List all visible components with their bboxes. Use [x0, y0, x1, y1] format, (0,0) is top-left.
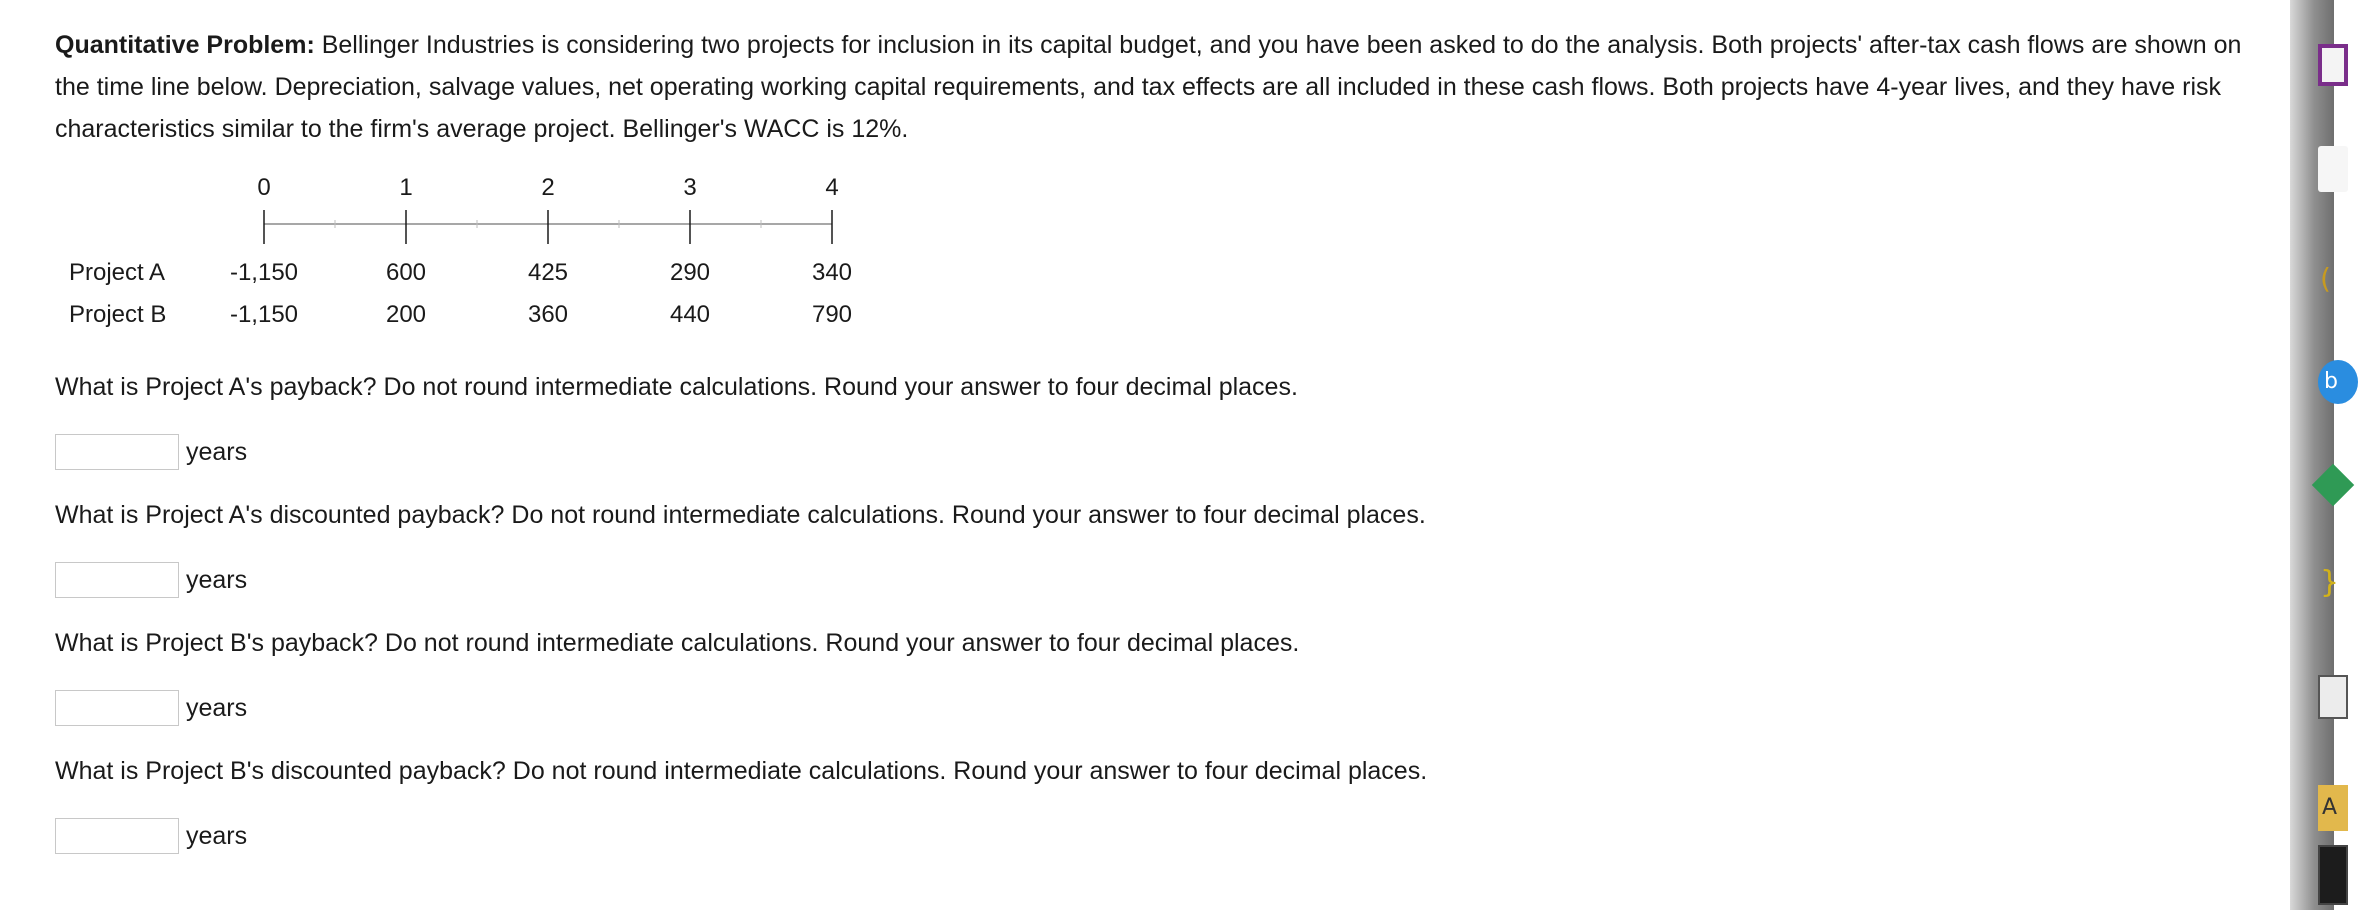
desktop-dock-strip [2290, 0, 2340, 910]
timeline-period-3: 3 [683, 174, 697, 201]
gold-app-icon[interactable]: A [2318, 785, 2348, 831]
timeline-period-0: 0 [257, 174, 271, 201]
answer-b-discounted-payback [55, 818, 247, 854]
parenthesis-app-icon[interactable]: ( [2320, 262, 2331, 295]
green-diamond-app-icon[interactable] [2312, 464, 2354, 506]
answer-unit: years [186, 694, 248, 722]
project-a-cf-0: -1,150 [229, 259, 299, 286]
project-b-label: Project B [69, 301, 167, 328]
project-a-cf-1: 600 [385, 259, 427, 286]
yellow-app-icon[interactable]: } [2320, 565, 2340, 600]
timeline-period-2: 2 [541, 174, 555, 201]
question-a-payback: What is Project A's payback? Do not round intermediate calculations. Round your answer to four decimal places. [55, 373, 1298, 401]
question-a-discounted-payback: What is Project A's discounted payback? Do not round intermediate calculations. Round your answer to four decimal places. [55, 501, 1426, 529]
timeline-period-4: 4 [825, 174, 839, 201]
project-a-payback-input[interactable] [55, 434, 179, 470]
project-a-cf-3: 290 [669, 259, 711, 286]
project-b-cf-0: -1,150 [229, 301, 299, 328]
timeline-axis [55, 208, 915, 258]
problem-statement [55, 24, 2245, 150]
answer-unit: years [186, 438, 248, 466]
question-b-payback: What is Project B's payback? Do not round intermediate calculations. Round your answer to four decimal places. [55, 629, 1300, 657]
project-a-cf-2: 425 [527, 259, 569, 286]
cash-flow-timeline [55, 174, 915, 374]
answer-a-payback [55, 434, 247, 470]
document-icon[interactable] [2318, 146, 2348, 192]
project-b-payback-input[interactable] [55, 690, 179, 726]
answer-unit: years [186, 566, 248, 594]
question-b-discounted-payback: What is Project B's discounted payback? Do not round intermediate calculations. Round your answer to four decimal places. [55, 757, 1428, 785]
project-b-cf-3: 440 [669, 301, 711, 328]
project-a-discounted-payback-input[interactable] [55, 562, 179, 598]
project-b-discounted-payback-input[interactable] [55, 818, 179, 854]
project-b-cf-1: 200 [385, 301, 427, 328]
answer-a-discounted-payback [55, 562, 247, 598]
timeline-period-1: 1 [399, 174, 413, 201]
answer-b-payback [55, 690, 247, 726]
project-b-cf-2: 360 [527, 301, 569, 328]
project-a-cf-4: 340 [811, 259, 853, 286]
notepad-icon[interactable] [2318, 675, 2348, 719]
project-a-label: Project A [69, 259, 166, 286]
project-b-cf-4: 790 [811, 301, 853, 328]
purple-app-icon[interactable] [2318, 44, 2348, 86]
problem-text: Bellinger Industries is considering two projects for inclusion in its capital budget, and you have been asked to do the analysis. Both projects' after-tax cash flows are shown on the time line below. Depreciation, salvage values, net operating working capital requirements, and tax effects are all included in these cash flows. Both projects have 4-year lives, and they have risk characteristics similar to the firm's average project. Bellinger's WACC is 12%. [55, 31, 2242, 143]
problem-content [55, 24, 2245, 850]
answer-unit: years [186, 822, 248, 850]
blue-circle-app-icon[interactable]: b [2318, 360, 2358, 404]
dark-window-icon[interactable] [2318, 845, 2348, 905]
problem-lead: Quantitative Problem: [55, 31, 315, 59]
